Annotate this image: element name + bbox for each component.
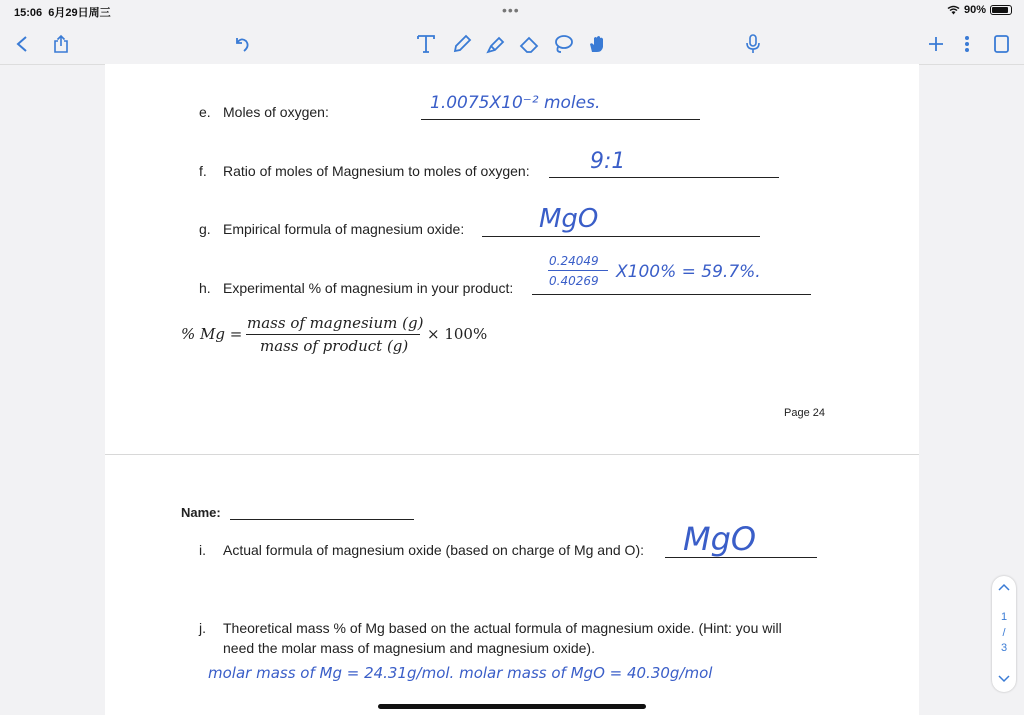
formula-numerator: mass of magnesium (g) (247, 314, 424, 332)
question-f: f. Ratio of moles of Magnesium to moles of oxygen: (199, 163, 530, 179)
formula-lhs: % Mg = (181, 325, 243, 343)
handwritten-answer-i: MgO (683, 520, 757, 558)
question-e: e. Moles of oxygen: (199, 104, 329, 120)
microphone-icon[interactable] (741, 32, 765, 56)
handwritten-answer-h: X100% = 59.7%. (616, 262, 761, 282)
handwritten-fraction-bar (548, 270, 608, 271)
lasso-icon[interactable] (551, 32, 575, 56)
page-number: Page 24 (784, 407, 825, 419)
question-j-line2: need the molar mass of magnesium and magnesium oxide). (223, 640, 595, 656)
handwritten-answer-j: molar mass of Mg = 24.31g/mol. molar mass of MgO = 40.30g/mol (208, 664, 713, 682)
battery-percent: 90% (963, 4, 986, 16)
multitask-dots[interactable]: ••• (502, 2, 520, 18)
pages-icon[interactable] (989, 32, 1013, 56)
question-i: i. Actual formula of magnesium oxide (based on charge of Mg and O): (199, 542, 644, 558)
handwritten-denominator-h: 0.40269 (549, 274, 599, 288)
home-indicator[interactable] (378, 704, 646, 709)
hand-icon[interactable] (585, 32, 609, 56)
answer-line-e (421, 119, 700, 120)
share-icon[interactable] (49, 32, 73, 56)
formula-fraction-bar (246, 334, 420, 335)
formula-times: × 100% (427, 325, 488, 343)
scroll-down-icon[interactable] (998, 674, 1010, 686)
question-j: j. Theoretical mass % of Mg based on the actual formula of magnesium oxide. (Hint: you will (199, 620, 782, 636)
toolbar (0, 24, 1024, 65)
current-page: 1 (1000, 611, 1008, 623)
total-pages: 3 (1000, 642, 1008, 654)
answer-line-f (549, 177, 779, 178)
handwritten-answer-g: MgO (539, 204, 599, 234)
status-right (947, 4, 1012, 16)
pen-icon[interactable] (450, 32, 474, 56)
text-tool-icon[interactable] (414, 32, 438, 56)
wifi-icon (947, 5, 960, 15)
status-bar (0, 0, 1024, 24)
question-g: g. Empirical formula of magnesium oxide: (199, 221, 465, 237)
undo-icon[interactable] (230, 32, 254, 56)
question-h: h. Experimental % of magnesium in your product: (199, 280, 514, 296)
back-icon[interactable] (10, 32, 34, 56)
add-icon[interactable] (924, 32, 948, 56)
page-separator-slash: / (1002, 627, 1006, 639)
battery-icon (990, 5, 1012, 15)
answer-line-g (482, 236, 760, 237)
handwritten-answer-f: 9:1 (590, 149, 626, 174)
handwritten-numerator-h: 0.24049 (549, 254, 599, 268)
name-label: Name: (181, 505, 221, 520)
handwritten-answer-e: 1.0075X10⁻² moles. (430, 93, 601, 113)
highlighter-icon[interactable] (484, 32, 508, 56)
name-line (230, 519, 414, 520)
more-icon[interactable] (955, 32, 979, 56)
answer-line-h (532, 294, 811, 295)
page-1 (105, 64, 919, 454)
scroll-up-icon[interactable] (998, 582, 1010, 594)
eraser-icon[interactable] (517, 32, 541, 56)
page-scroller[interactable] (992, 576, 1016, 692)
formula-denominator: mass of product (g) (260, 337, 409, 355)
status-time: 15:06 6月29日周三 (14, 7, 111, 19)
